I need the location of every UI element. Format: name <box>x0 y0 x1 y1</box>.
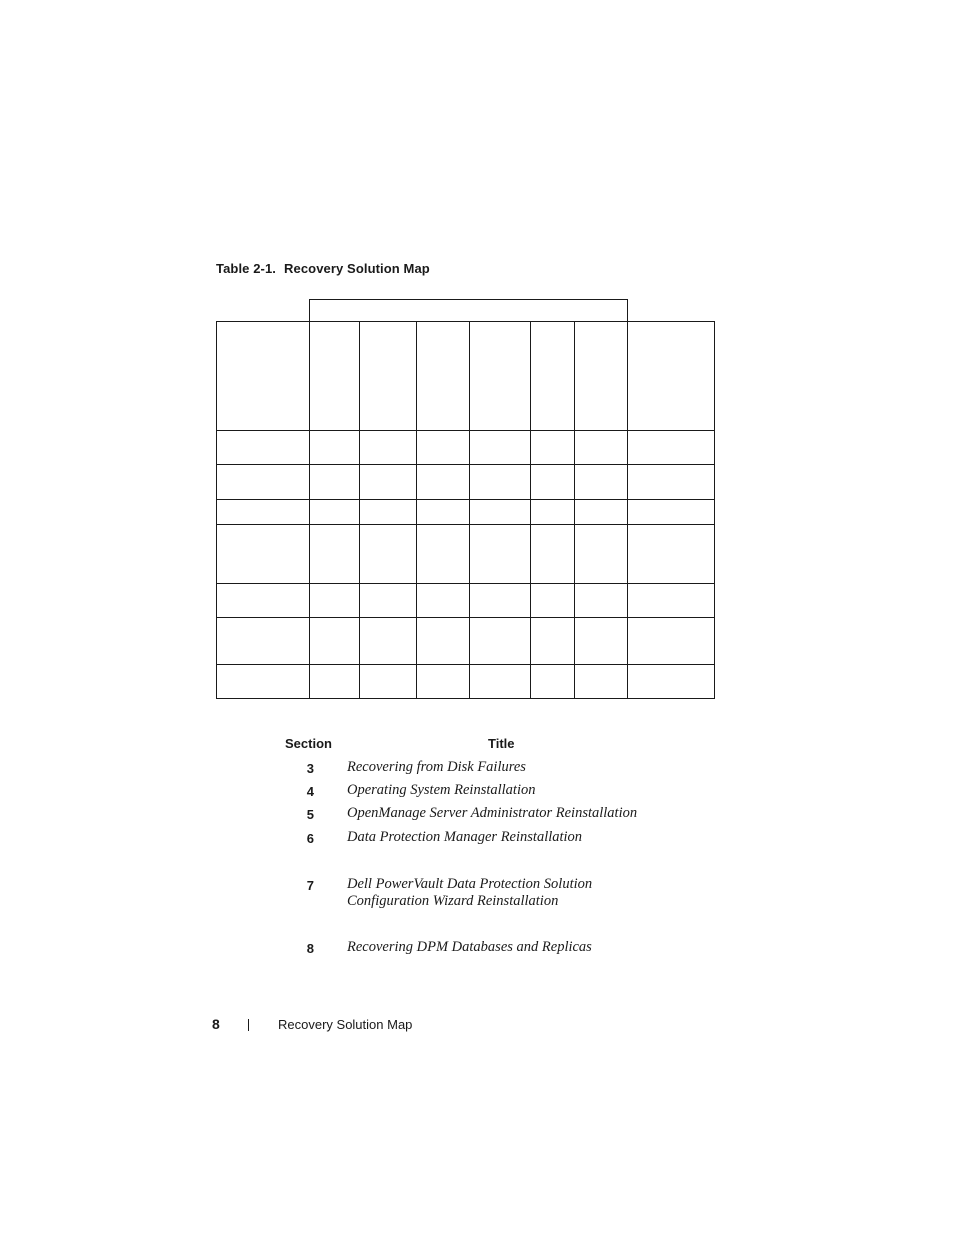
title-column-header: Title <box>488 736 515 751</box>
spanning-header-cell <box>310 300 628 322</box>
section-number: 7 <box>306 878 314 893</box>
table-number: Table 2-1. <box>216 261 277 276</box>
section-number: 8 <box>306 941 314 956</box>
table-title: Recovery Solution Map <box>284 261 430 276</box>
table-outline <box>217 322 715 699</box>
section-number: 6 <box>306 831 314 846</box>
section-title-link[interactable]: Recovering DPM Databases and Replicas <box>347 939 592 955</box>
section-column-header: Section <box>285 736 332 751</box>
section-title-link[interactable]: OpenManage Server Administrator Reinstallation <box>347 805 638 821</box>
section-title-link[interactable]: Data Protection Manager Reinstallation <box>347 829 583 845</box>
section-number: 4 <box>306 784 314 799</box>
page-number: 8 <box>212 1016 220 1032</box>
section-title-link[interactable]: Operating System Reinstallation <box>347 782 536 798</box>
section-number: 5 <box>306 807 314 822</box>
section-number: 3 <box>306 761 314 776</box>
footer-divider <box>248 1019 249 1031</box>
section-title-link[interactable]: Dell PowerVault Data Protection Solution Configuration Wizard Reinstallation <box>347 876 593 909</box>
running-title: Recovery Solution Map <box>278 1017 413 1032</box>
section-title-link[interactable]: Recovering from Disk Failures <box>347 759 526 775</box>
